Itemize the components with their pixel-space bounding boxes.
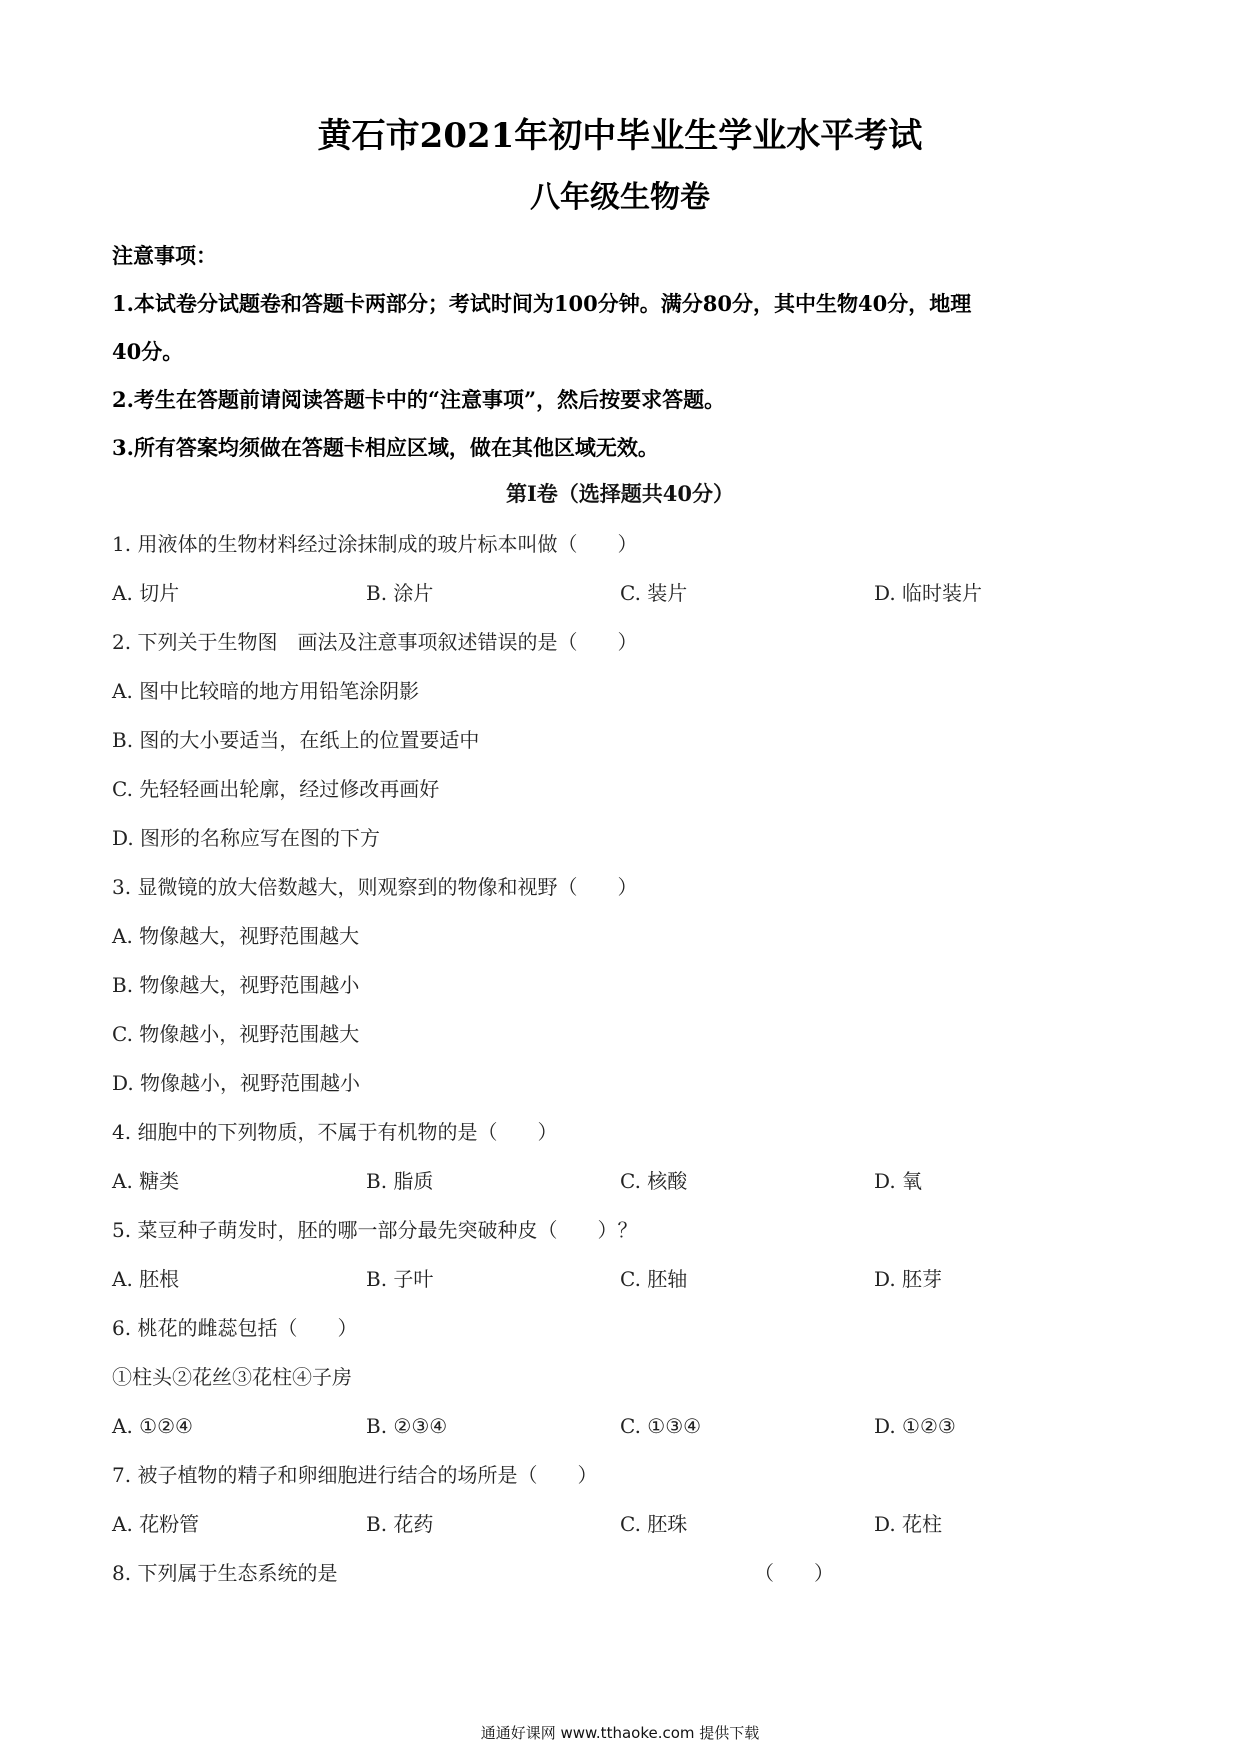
question-stem: 5. 菜豆种子萌发时，胚的哪一部分最先突破种皮（ ）？ <box>112 1218 638 1242</box>
option: B. 花药 <box>366 1512 434 1536</box>
notes-heading: 注意事项： <box>112 243 217 268</box>
option: A. 胚根 <box>112 1267 180 1291</box>
notes-block <box>112 232 1132 472</box>
exam-subtitle: 八年级生物卷 <box>530 180 710 215</box>
option: D. 花柱 <box>874 1512 943 1536</box>
option: B. ②③④ <box>366 1414 448 1438</box>
question-stem: 7. 被子植物的精子和卵细胞进行结合的场所是（ ） <box>112 1463 598 1487</box>
option: A. 图中比较暗的地方用铅笔涂阴影 <box>112 679 420 703</box>
option: C. 胚珠 <box>620 1512 688 1536</box>
notes-item: 2.考生在答题前请阅读答题卡中的“注意事项”，然后按要求答题。 <box>112 387 726 412</box>
notes-item: 1.本试卷分试题卷和答题卡两部分；考试时间为100分钟。满分80分，其中生物40分，地理 <box>112 291 972 316</box>
options-row <box>112 1500 1132 1549</box>
option: B. 物像越大，视野范围越小 <box>112 973 360 997</box>
option: A. 切片 <box>112 581 180 605</box>
option: D. 氧 <box>874 1169 923 1193</box>
page-footer: 通通好课网 www.tthaoke.com 提供下载 <box>480 1724 760 1742</box>
option: A. ①②④ <box>112 1414 193 1438</box>
notes-item: 3.所有答案均须做在答题卡相应区域，做在其他区域无效。 <box>112 435 659 460</box>
question-row <box>112 1549 1132 1598</box>
option: C. 物像越小，视野范围越大 <box>112 1022 360 1046</box>
options-row <box>112 1255 1132 1304</box>
answer-paren: （ ） <box>754 1561 834 1585</box>
option: D. 临时装片 <box>874 581 983 605</box>
question-stem: 1. 用液体的生物材料经过涂抹制成的玻片标本叫做（ ） <box>112 532 638 556</box>
options-row <box>112 1402 1132 1451</box>
option: D. ①②③ <box>874 1414 956 1438</box>
section-title: 第I卷（选择题共40分） <box>505 481 735 506</box>
option: C. 先轻轻画出轮廓，经过修改再画好 <box>112 777 440 801</box>
options-row <box>112 569 1132 618</box>
exam-title: 黄石市2021年初中毕业生学业水平考试 <box>317 116 923 156</box>
question-stem: 3. 显微镜的放大倍数越大，则观察到的物像和视野（ ） <box>112 875 638 899</box>
option: B. 子叶 <box>366 1267 434 1291</box>
option: A. 物像越大，视野范围越大 <box>112 924 360 948</box>
option: C. 装片 <box>620 581 688 605</box>
question-stem: 6. 桃花的雌蕊包括（ ） <box>112 1316 358 1340</box>
option: D. 图形的名称应写在图的下方 <box>112 826 381 850</box>
option: C. ①③④ <box>620 1414 702 1438</box>
option: D. 胚芽 <box>874 1267 943 1291</box>
option: B. 脂质 <box>366 1169 434 1193</box>
option: C. 胚轴 <box>620 1267 688 1291</box>
question-stem: 2. 下列关于生物图 画法及注意事项叙述错误的是（ ） <box>112 630 638 654</box>
option: A. 花粉管 <box>112 1512 200 1536</box>
option: B. 涂片 <box>366 581 434 605</box>
option: C. 核酸 <box>620 1169 688 1193</box>
option: A. 糖类 <box>112 1169 180 1193</box>
option: B. 图的大小要适当，在纸上的位置要适中 <box>112 728 480 752</box>
question-sub: ①柱头②花丝③花柱④子房 <box>112 1365 352 1389</box>
notes-item: 40分。 <box>112 339 184 364</box>
questions-list <box>112 520 1132 1598</box>
options-row <box>112 1157 1132 1206</box>
question-stem: 4. 细胞中的下列物质，不属于有机物的是（ ） <box>112 1120 558 1144</box>
option: D. 物像越小，视野范围越小 <box>112 1071 361 1095</box>
question-stem: 8. 下列属于生态系统的是 <box>112 1561 338 1585</box>
